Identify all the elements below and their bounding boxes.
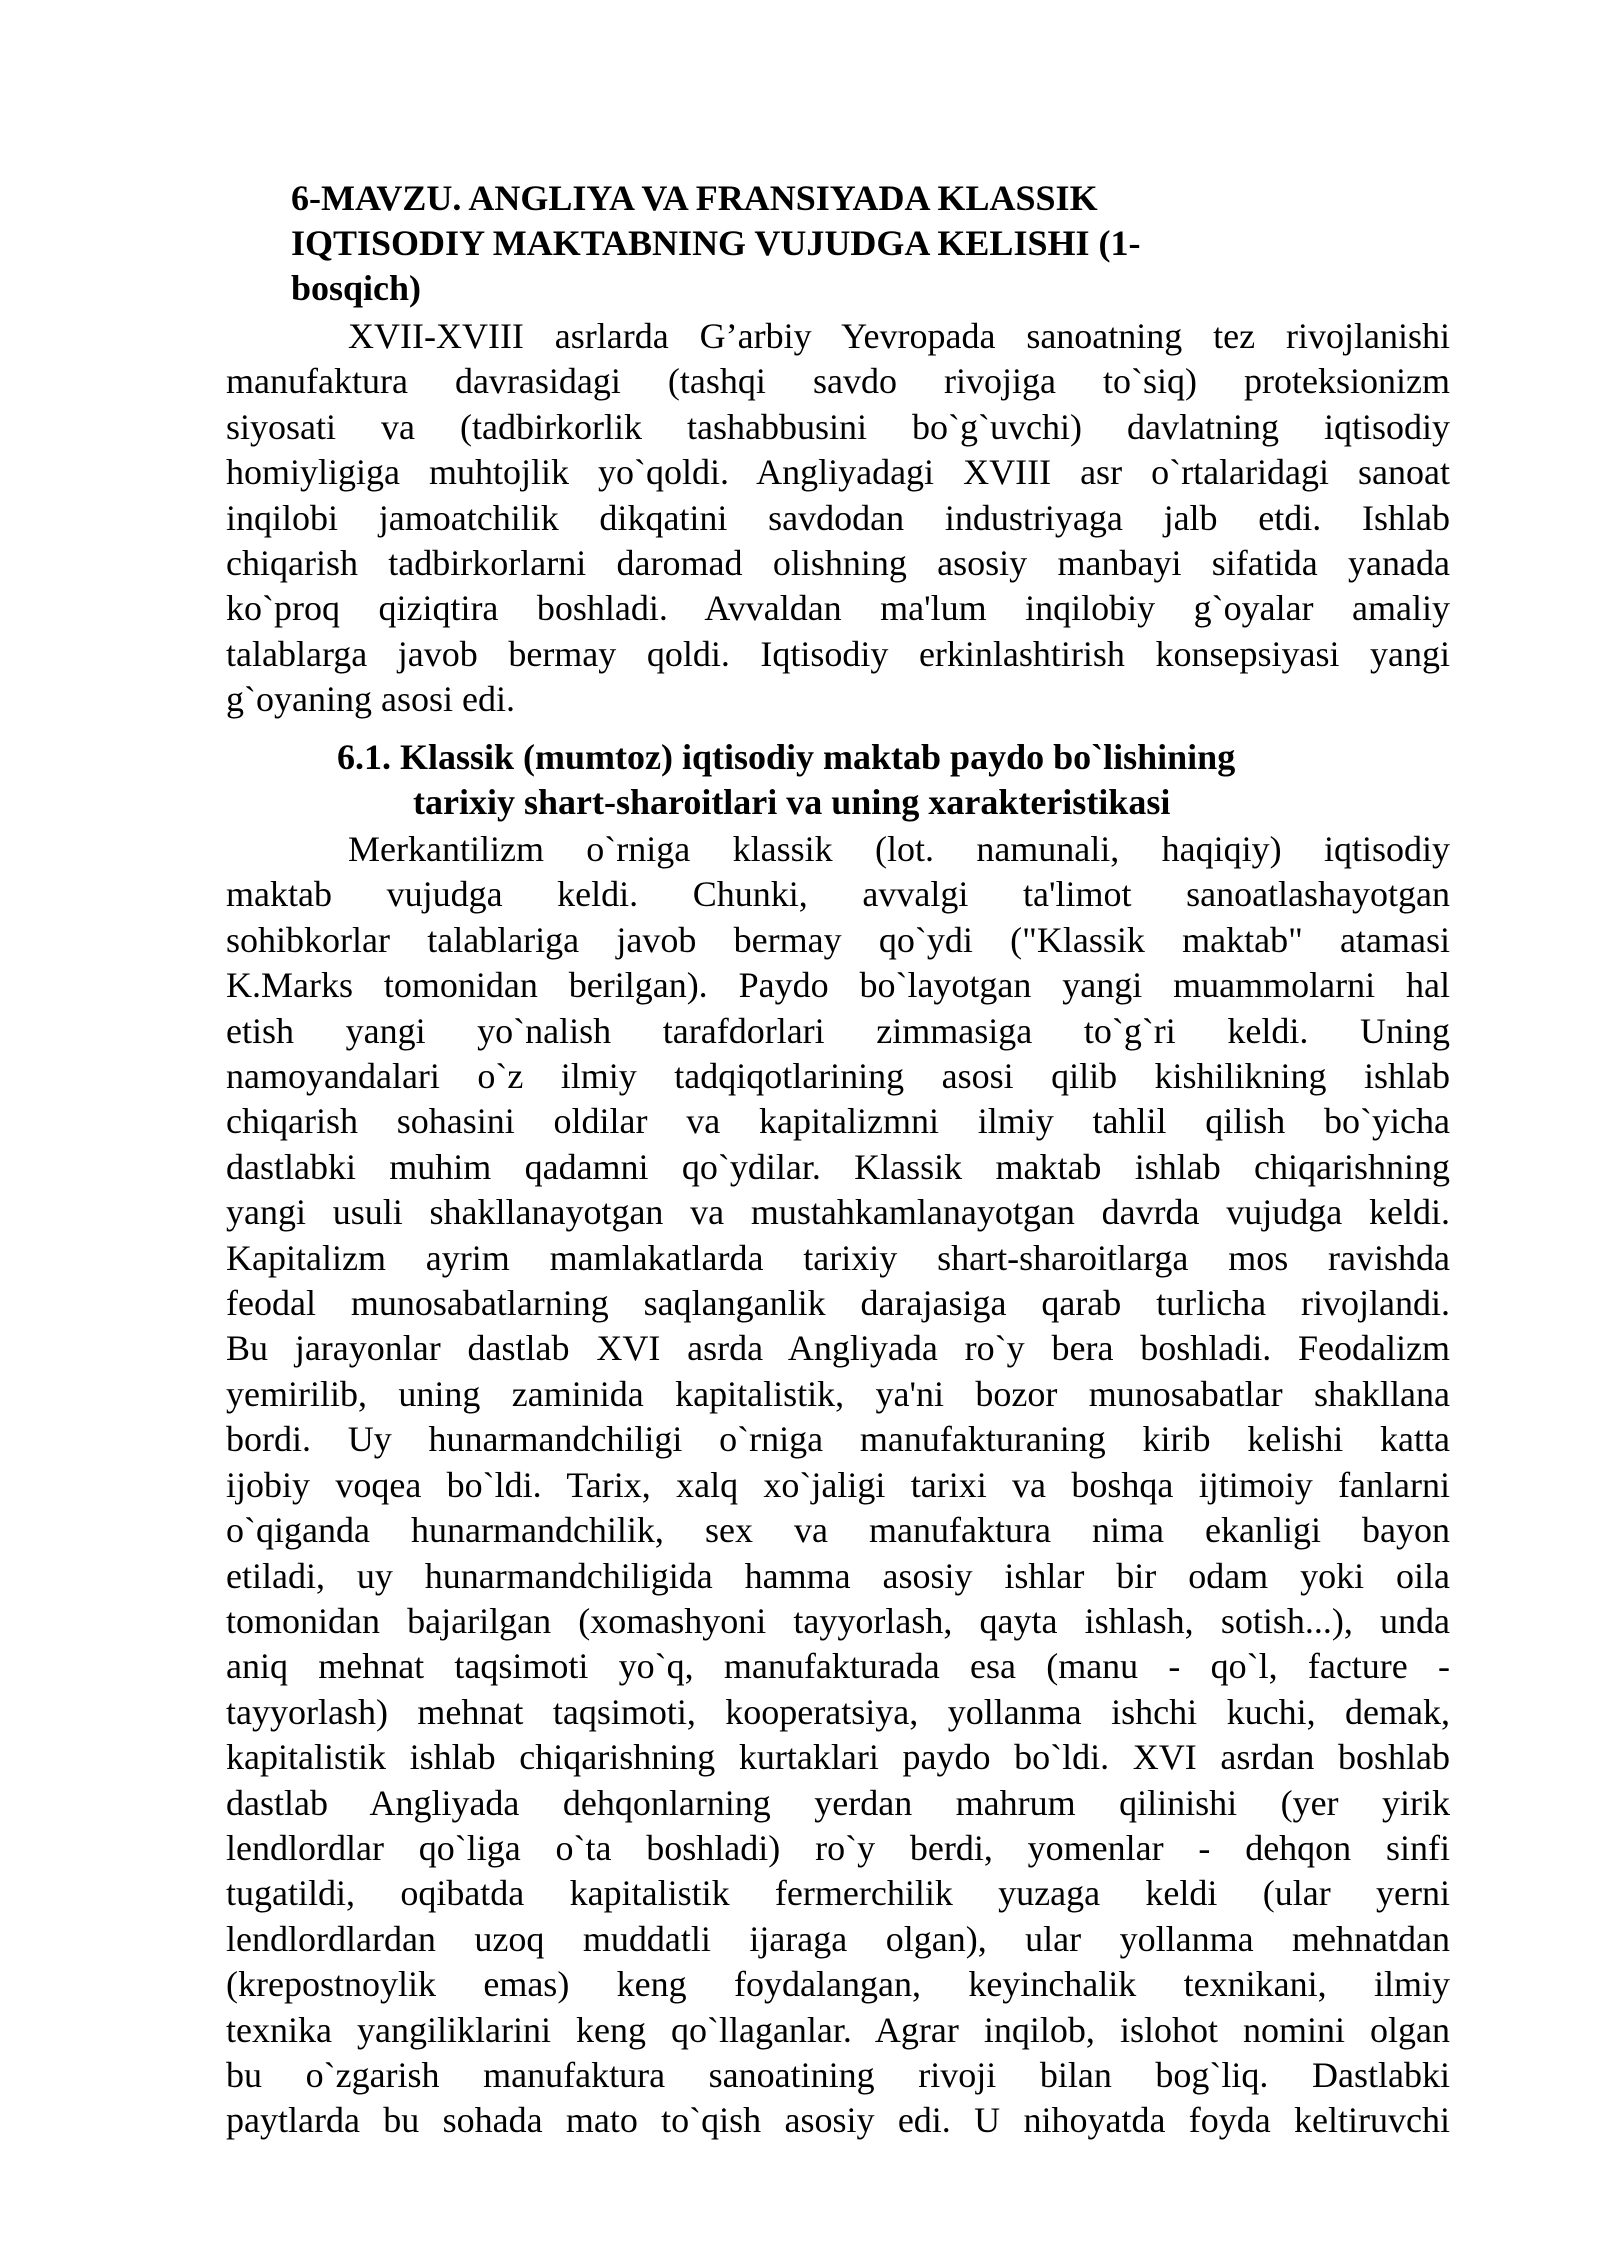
text-line: dastlab Angliyada dehqonlarning yerdan mahrum qilinishi (yer yirik bbox=[226, 1782, 1450, 1823]
text-line: Bu jarayonlar dastlab XVI asrda Angliyada ro`y bera boshladi. Feodalizm bbox=[226, 1328, 1450, 1369]
text-line: chiqarish sohasini oldilar va kapitalizmni ilmiy tahlil qilish bo`yicha bbox=[226, 1101, 1450, 1142]
text-line: maktab vujudga keldi. Chunki, avvalgi ta'limot sanoatlashayotgan bbox=[226, 874, 1450, 915]
section-heading bbox=[291, 735, 1291, 825]
text-line: dastlabki muhim qadamni qo`ydilar. Klassik maktab ishlab chiqarishning bbox=[226, 1146, 1450, 1187]
text-line: texnika yangiliklarini keng qo`llaganlar. Agrar inqilob, islohot nomini olgan bbox=[226, 2009, 1450, 2050]
topic-title bbox=[291, 176, 1291, 311]
text-line: tugatildi, oqibatda kapitalistik fermerchilik yuzaga keldi (ular yerni bbox=[226, 1873, 1450, 1914]
text-line: yangi usuli shakllanayotgan va mustahkamlanayotgan davrda vujudga keldi. bbox=[226, 1192, 1450, 1233]
title-line: bosqich) bbox=[291, 268, 422, 308]
text-line: lendlordlardan uzoq muddatli ijaraga olgan), ular yollanma mehnatdan bbox=[226, 1918, 1450, 1959]
text-line: o`qiganda hunarmandchilik, sex va manufaktura nima ekanligi bayon bbox=[226, 1510, 1450, 1551]
text-line: paytlarda bu sohada mato to`qish asosiy edi. U nihoyatda foyda keltiruvchi bbox=[226, 2100, 1450, 2141]
text-line: lendlordlar qo`liga o`ta boshladi) ro`y berdi, yomenlar - dehqon sinfi bbox=[226, 1827, 1450, 1868]
section-heading-line: 6.1. Klassik (mumtoz) iqtisodiy maktab paydo bo`lishining bbox=[337, 737, 1236, 777]
main-paragraph bbox=[226, 827, 1450, 2144]
text-line: talablarga javob bermay qoldi. Iqtisodiy erkinlashtirish konsepsiyasi yangi bbox=[226, 633, 1450, 674]
text-line: etish yangi yo`nalish tarafdorlari zimmasiga to`g`ri keldi. Uning bbox=[226, 1010, 1450, 1051]
title-line: 6-MAVZU. ANGLIYA VA FRANSIYADA KLASSIK bbox=[291, 178, 1098, 218]
title-line: IQTISODIY MAKTABNING VUJUDGA KELISHI (1- bbox=[291, 223, 1141, 263]
text-line: (krepostnoylik emas) keng foydalangan, keyinchalik texnikani, ilmiy bbox=[226, 1964, 1450, 2005]
text-line: ko`proq qiziqtira boshladi. Avvaldan ma'lum inqilobiy g`oyalar amaliy bbox=[226, 588, 1450, 629]
text-line: XVII-XVIII asrlarda G’arbiy Yevropada sanoatning tez rivojlanishi bbox=[348, 316, 1450, 356]
text-line: Kapitalizm ayrim mamlakatlarda tarixiy shart-sharoitlarga mos ravishda bbox=[226, 1237, 1450, 1278]
text-line: yemirilib, uning zaminida kapitalistik, ya'ni bozor munosabatlar shakllana bbox=[226, 1373, 1450, 1414]
text-line: sohibkorlar talablariga javob bermay qo`ydi ("Klassik maktab" atamasi bbox=[226, 919, 1450, 960]
text-line: manufaktura davrasidagi (tashqi savdo rivojiga to`siq) proteksionizm bbox=[226, 361, 1450, 402]
text-line: bu o`zgarish manufaktura sanoatining rivoji bilan bog`liq. Dastlabki bbox=[226, 2054, 1450, 2095]
text-line: homiyligiga muhtojlik yo`qoldi. Angliyadagi XVIII asr o`rtalaridagi sanoat bbox=[226, 452, 1450, 493]
text-line: chiqarish tadbirkorlarni daromad olishning asosiy manbayi sifatida yanada bbox=[226, 543, 1450, 584]
text-line: namoyandalari o`z ilmiy tadqiqotlarining asosi qilib kishilikning ishlab bbox=[226, 1056, 1450, 1097]
text-line: siyosati va (tadbirkorlik tashabbusini bo`g`uvchi) davlatning iqtisodiy bbox=[226, 406, 1450, 447]
text-line: ijobiy voqea bo`ldi. Tarix, xalq xo`jaligi tarixi va boshqa ijtimoiy fanlarni bbox=[226, 1464, 1450, 1505]
text-line: inqilobi jamoatchilik dikqatini savdodan industriyaga jalb etdi. Ishlab bbox=[226, 497, 1450, 538]
intro-paragraph bbox=[226, 314, 1450, 723]
text-line: tomonidan bajarilgan (xomashyoni tayyorlash, qayta ishlash, sotish...), unda bbox=[226, 1600, 1450, 1641]
text-line: etiladi, uy hunarmandchiligida hamma asosiy ishlar bir odam yoki oila bbox=[226, 1555, 1450, 1596]
text-line: Merkantilizm o`rniga klassik (lot. namunali, haqiqiy) iqtisodiy bbox=[348, 829, 1450, 869]
text-line: g`oyaning asosi edi. bbox=[226, 679, 515, 720]
text-line: K.Marks tomonidan berilgan). Paydo bo`layotgan yangi muammolarni hal bbox=[226, 965, 1450, 1006]
text-line: aniq mehnat taqsimoti yo`q, manufakturada esa (manu - qo`l, facture - bbox=[226, 1646, 1450, 1687]
text-line: tayyorlash) mehnat taqsimoti, kooperatsiya, yollanma ishchi kuchi, demak, bbox=[226, 1691, 1450, 1732]
text-line: kapitalistik ishlab chiqarishning kurtaklari paydo bo`ldi. XVI asrdan boshlab bbox=[226, 1737, 1450, 1778]
section-heading-line: tarixiy shart-sharoitlari va uning xarakteristikasi bbox=[413, 782, 1171, 822]
text-line: feodal munosabatlarning saqlanganlik darajasiga qarab turlicha rivojlandi. bbox=[226, 1283, 1450, 1324]
text-line: bordi. Uy hunarmandchiligi o`rniga manufakturaning kirib kelishi katta bbox=[226, 1419, 1450, 1460]
